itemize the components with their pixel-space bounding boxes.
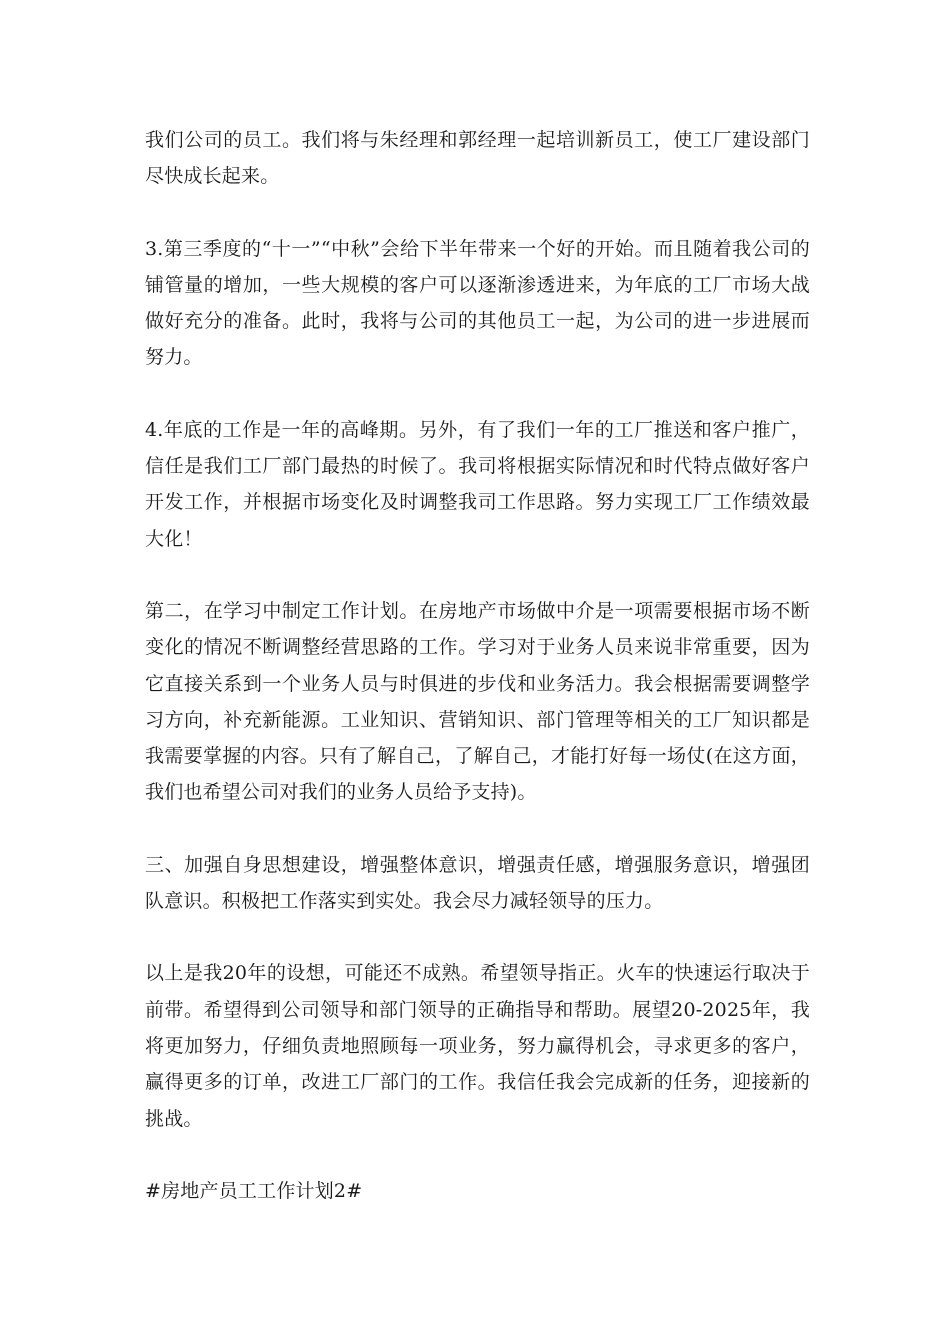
document-body bbox=[145, 122, 810, 1209]
paragraph-1: 我们公司的员工。我们将与朱经理和郭经理一起培训新员工，使工厂建设部门尽快成长起来。 bbox=[145, 129, 810, 188]
section-heading: #房地产员工工作计划2# bbox=[145, 1179, 363, 1202]
paragraph-3: 4.年底的工作是一年的高峰期。另外，有了我们一年的工厂推送和客户推广，信任是我们工厂部门最热的时候了。我司将根据实际情况和时代特点做好客户开发工作，并根据市场变化及时调整我司工作思路。努力实现工厂工作绩效最大化！ bbox=[145, 418, 810, 550]
paragraph-4: 第二，在学习中制定工作计划。在房地产市场做中介是一项需要根据市场不断变化的情况不断调整经营思路的工作。学习对于业务人员来说非常重要，因为它直接关系到一个业务人员与时俱进的步伐和业务活力。我会根据需要调整学习方向，补充新能源。工业知识、营销知识、部门管理等相关的工厂知识都是我需要掌握的内容。只有了解自己，了解自己，才能打好每一场仗(在这方面，我们也希望公司对我们的业务人员给予支持)。 bbox=[145, 599, 810, 804]
paragraph-5: 三、加强自身思想建设，增强整体意识，增强责任感，增强服务意识，增强团队意识。积极把工作落实到实处。我会尽力减轻领导的压力。 bbox=[145, 853, 810, 913]
paragraph-2: 3.第三季度的“十一”“中秋”会给下半年带来一个好的开始。而且随着我公司的铺管量的增加，一些大规模的客户可以逐渐渗透进来，为年底的工厂市场大战做好充分的准备。此时，我将与公司的其他员工一起，为公司的进一步进展而努力。 bbox=[145, 237, 810, 369]
paragraph-6: 以上是我20年的设想，可能还不成熟。希望领导指正。火车的快速运行取决于前带。希望得到公司领导和部门领导的正确指导和帮助。展望20-2025年，我将更加努力，仔细负责地照顾每一项业务，努力赢得机会，寻求更多的客户，赢得更多的订单，改进工厂部门的工作。我信任我会完成新的任务，迎接新的挑战。 bbox=[145, 962, 810, 1130]
